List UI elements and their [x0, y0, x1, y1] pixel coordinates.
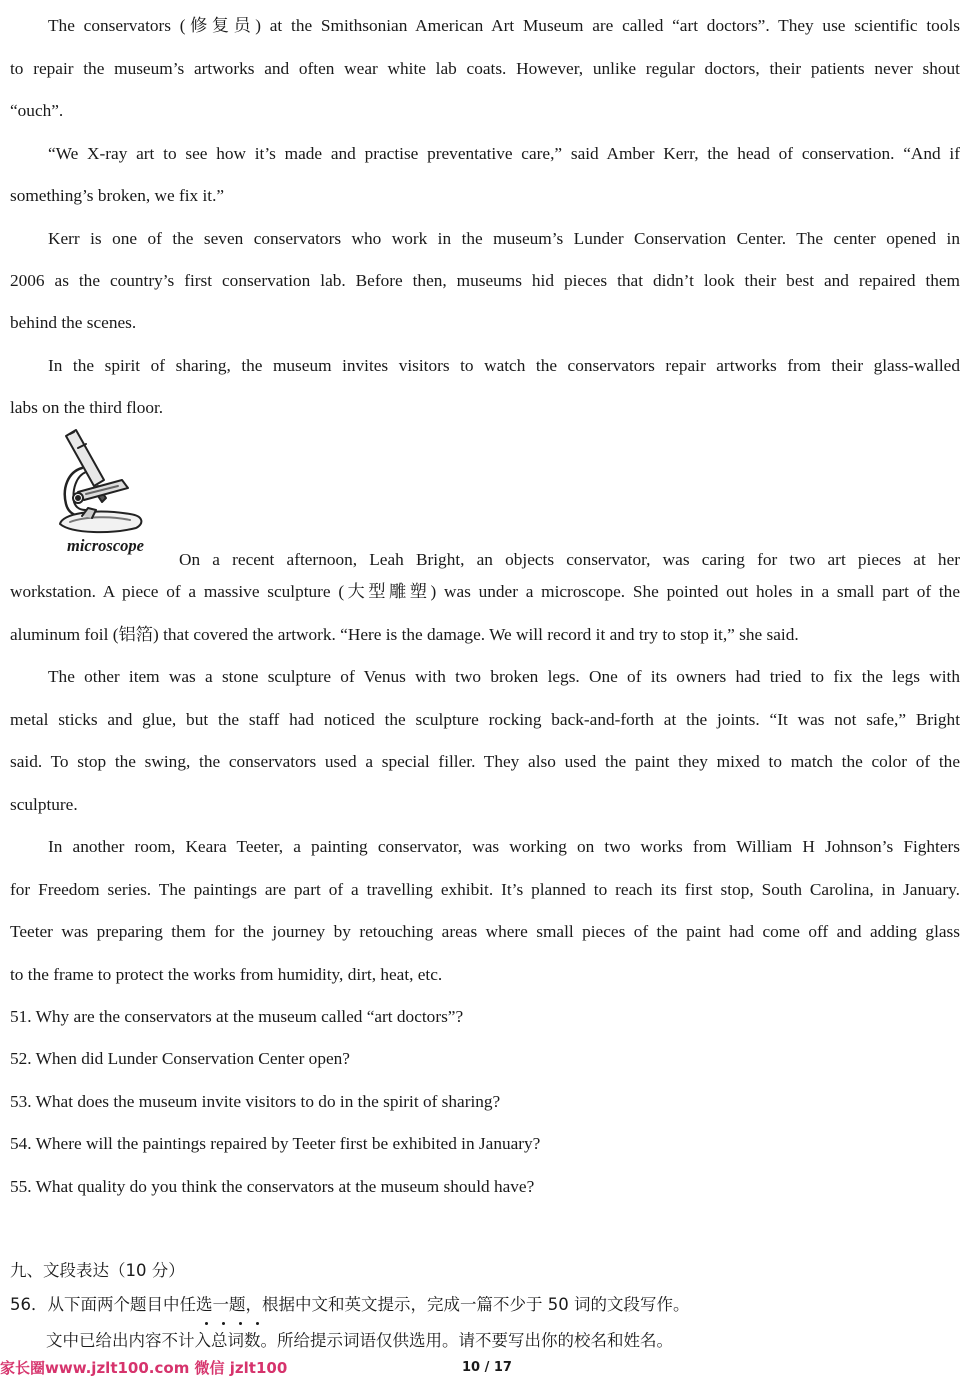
emphasis-dot [205, 1322, 208, 1325]
watermark: 家长圈www.jzlt100.com 微信 jzlt100 [0, 1359, 288, 1377]
paragraph-7-line-2: for Freedom series. The paintings are part of a travelling exhibit. It’s planned to reach its first stop, South Carolina, in January. [10, 880, 960, 899]
paragraph-2-line-1: “We X-ray art to see how it’s made and practise preventative care,” said Amber Kerr, the head of conservation. “And if [48, 144, 960, 163]
paragraph-7-line-4: to the frame to protect the works from humidity, dirt, heat, etc. [10, 965, 443, 984]
paragraph-1-line-3: “ouch”. [10, 101, 64, 120]
emphasis-dot [222, 1322, 225, 1325]
paragraph-3-line-1: Kerr is one of the seven conservators who work in the museum’s Lunder Conservation Center. The center opened in [48, 229, 960, 248]
section-9-heading: 九、文段表达（10 分） [10, 1261, 185, 1280]
paragraph-3-line-2: 2006 as the country’s first conservation lab. Before then, museums hid pieces that didn’t look their best and repaired them [10, 271, 960, 290]
paragraph-2-line-2: something’s broken, we fix it.” [10, 186, 225, 205]
paragraph-6-line-2: metal sticks and glue, but the staff had noticed the sculpture rocking back-and-forth at the joints. “It was not safe,” Bright [10, 710, 960, 729]
paragraph-6-line-4: sculpture. [10, 795, 78, 814]
question-54: 54. Where will the paintings repaired by Teeter first be exhibited in January? [10, 1134, 541, 1153]
figure-caption: microscope [67, 536, 144, 555]
paragraph-1-line-2: to repair the museum’s artworks and often wear white lab coats. However, unlike regular doctors, their patients never shout [10, 59, 960, 78]
paragraph-6-line-3: said. To stop the swing, the conservators used a special filler. They also used the paint they mixed to match the color of the [10, 752, 960, 771]
paragraph-7-line-1: In another room, Keara Teeter, a painting conservator, was working on two works from William H Johnson’s Fighters [48, 837, 960, 856]
paragraph-7-line-3: Teeter was preparing them for the journey by retouching areas where small pieces of the paint had come off and adding glass [10, 922, 960, 941]
question-56-instruction: 56．从下面两个题目中任选一题，根据中文和英文提示，完成一篇不少于 50 词的文段写作。 [10, 1295, 690, 1314]
question-51: 51. Why are the conservators at the museum called “art doctors”? [10, 1007, 464, 1026]
paragraph-1-line-1: The conservators (修复员) at the Smithsonian American Art Museum are called “art doctors”. They use scientific tools [48, 16, 960, 35]
paragraph-3-line-3: behind the scenes. [10, 313, 137, 332]
paragraph-6-line-1: The other item was a stone sculpture of Venus with two broken legs. One of its owners had tried to fix the legs with [48, 667, 960, 686]
emphasis-dot [256, 1322, 259, 1325]
paragraph-5-line-1: On a recent afternoon, Leah Bright, an objects conservator, was caring for two art pieces at her [179, 550, 960, 569]
paragraph-4-line-1: In the spirit of sharing, the museum invites visitors to watch the conservators repair artworks from their glass-walled [48, 356, 960, 375]
page-number: 10 / 17 [462, 1360, 512, 1375]
question-52: 52. When did Lunder Conservation Center open? [10, 1049, 350, 1068]
paragraph-5-line-2: workstation. A piece of a massive sculpture (大型雕塑) was under a microscope. She pointed out holes in a small part of the [10, 582, 960, 601]
emphasis-dot [239, 1322, 242, 1325]
paragraph-5-line-3: aluminum foil (铝箔) that covered the artwork. “Here is the damage. We will record it and try to stop it,” she said. [10, 625, 799, 644]
question-55: 55. What quality do you think the conservators at the museum should have? [10, 1177, 535, 1196]
paragraph-4-line-2: labs on the third floor. [10, 398, 164, 417]
question-56-note: 文中已给出内容不计入总词数。所给提示词语仅供选用。请不要写出你的校名和姓名。 [46, 1331, 673, 1350]
microscope-illustration [52, 428, 152, 536]
question-53: 53. What does the museum invite visitors to do in the spirit of sharing? [10, 1092, 501, 1111]
